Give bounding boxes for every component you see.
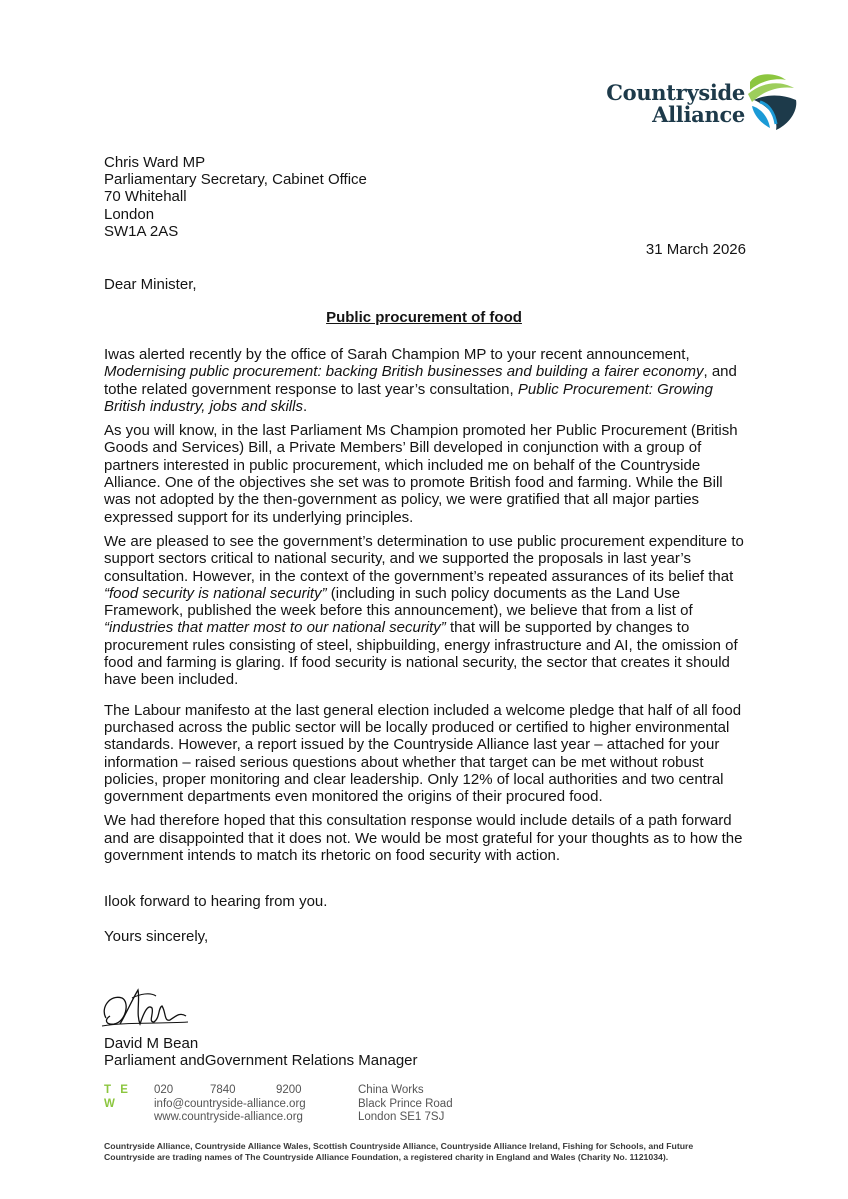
recipient-title: Parliamentary Secretary, Cabinet Office [104,171,367,189]
logo-text [600,82,745,126]
closing-line: Ilook forward to hearing from you. [104,893,328,910]
paragraph-3: We are pleased to see the government’s determination to use public procurement expenditure to support sectors critical to national security, and we supported the proposals in last year’s consultation. However, in the context of the government’s repeated assurances of its belief that “food security is national security” (including in such policy documents as the Land Use Framework, published the week before this announcement), we believe that from a list of “industries that matter most to our national security” that will be supported by changes to procurement rules consisting of steel, shipbuilding, energy infrastructure and AI, the omission of food and farming is glaring. If food security is national security, the sector that creates it should have been included. [104,532,744,689]
contact-info [154,1084,306,1125]
recipient-city: London [104,205,155,223]
address-line-1: China Works [358,1084,424,1096]
recipient-postcode: SW1A 2AS [104,222,179,240]
subject-heading: Public procurement of food [326,309,522,326]
recipient-street: 70 Whitehall [104,188,187,206]
paragraph-5: We had therefore hoped that this consultation response would include details of a path forward and are disappointed that it does not. We would be most grateful for your thoughts as to how the government intends to match its rhetoric on food security with action. [104,812,743,865]
tel-part-2: 7840 [210,1084,236,1096]
signature-icon [96,978,196,1036]
countryside-alliance-logo [600,70,800,132]
letter-body [104,346,744,871]
label-w: W [104,1097,118,1110]
recipient-address [104,154,367,240]
website-link[interactable]: www.countryside-alliance.org [154,1111,303,1123]
logo-line-2: Alliance [652,102,745,127]
address-line-2: Black Prince Road [358,1097,453,1110]
email-link[interactable]: info@countryside-alliance.org [154,1097,306,1110]
salutation: Dear Minister, [104,276,197,293]
signer-block [104,1035,418,1069]
contact-labels [104,1084,131,1111]
paragraph-1: Iwas alerted recently by the office of Sarah Champion MP to your recent announcement, Modernising public procurement: backing British businesses and building a fairer economy, and tothe related government response to last year’s consultation, Public Procurement: Growing British industry, jobs and skills. [104,346,737,415]
legal-footer: Countryside Alliance, Countryside Alliance Wales, Scottish Countryside Alliance, Countryside Alliance Ireland, Fishing for Schools, and Future Countryside are trading names of The Countryside Alliance Foundation, a registered charity in England and Wales (Charity No. 1121034). [104,1141,694,1162]
postal-address [358,1084,453,1125]
paragraph-4: The Labour manifesto at the last general election included a welcome pledge that half of all food purchased across the public sector will be locally produced or certified to higher environmental standards. However, a report issued by the Countryside Alliance last year – attached for your information – raised serious questions about whether that target can be met without robust policies, proper monitoring and clear leadership. Only 12% of local authorities and two central government departments even monitored the origins of their procured food. [104,701,742,806]
address-line-3: London SE1 7SJ [358,1111,445,1123]
label-te: T E [104,1084,131,1096]
tel-part-3: 9200 [276,1084,302,1096]
signer-title: Parliament andGovernment Relations Manager [104,1052,418,1069]
paragraph-2: As you will know, in the last Parliament Ms Champion promoted her Public Procurement (British Goods and Services) Bill, a Private Members’ Bill developed in conjunction with a group of partners interested in public procurement, which included me on behalf of the Countryside Alliance. One of the objectives she set was to promote British food and farming. While the Bill was not adopted by the then-government as policy, we were gratified that all major parties expressed support for its underlying principles. [104,422,738,526]
sign-off: Yours sincerely, [104,928,209,945]
recipient-name: Chris Ward MP [104,154,206,171]
logo-line-1: Countryside [606,80,745,105]
tel-part-1: 020 [154,1084,174,1096]
letter-date: 31 March 2026 [645,241,746,258]
logo-icon [746,72,800,132]
signer-name: David M Bean [104,1035,199,1052]
telephone [154,1084,306,1098]
